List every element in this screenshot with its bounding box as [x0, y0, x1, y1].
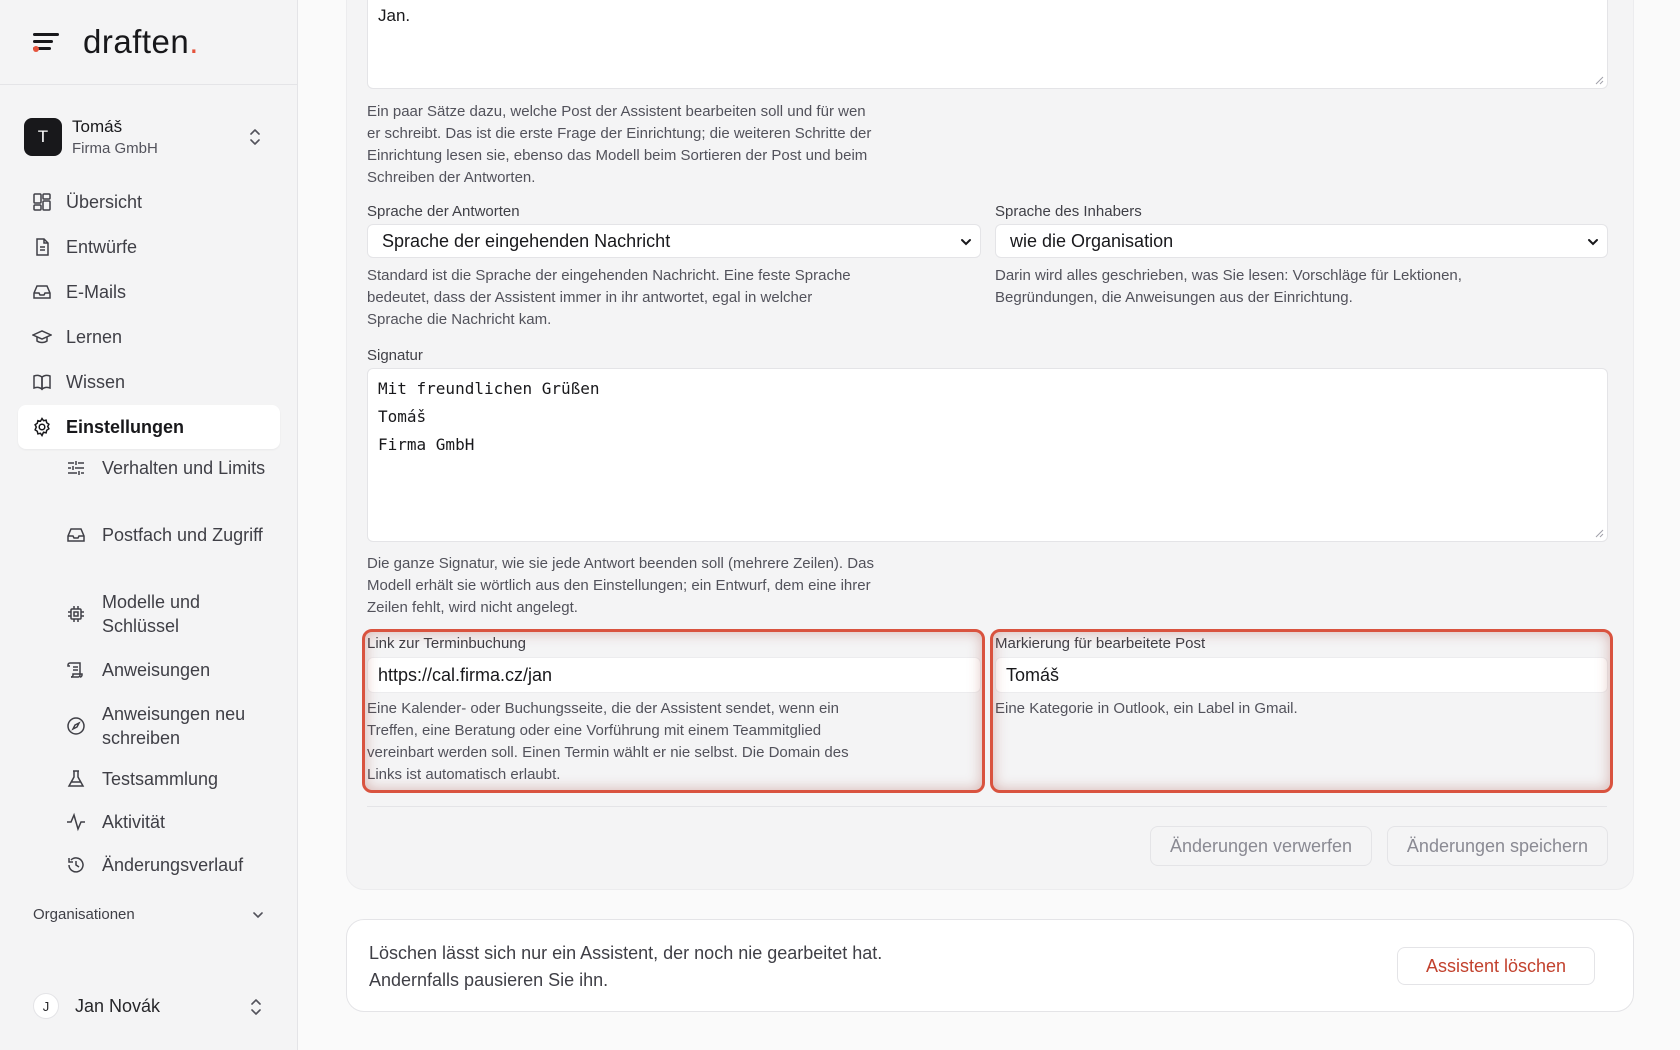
- nav-item-learn[interactable]: [18, 315, 280, 359]
- chevron-down-icon: [251, 908, 265, 922]
- subnav-item-label: Modelle und Schlüssel: [102, 592, 201, 636]
- scroll-icon: [66, 660, 86, 680]
- flask-icon: [66, 769, 86, 789]
- processed-marker-value: Tomáš: [1006, 664, 1060, 685]
- delete-assistant-button[interactable]: Assistent löschen: [1397, 947, 1595, 985]
- owner-language-value: wie die Organisation: [1010, 230, 1174, 251]
- nav-item-label: Einstellungen: [66, 416, 185, 437]
- processed-marker-help: Eine Kategorie in Outlook, ein Label in Gmail.: [995, 700, 1298, 717]
- subnav-item-instructions[interactable]: [66, 658, 276, 682]
- organizations-label: Organisationen: [33, 906, 135, 923]
- booking-link-help: Eine Kalender- oder Buchungsseite, die der Assistent sendet, wenn ein Treffen, eine Beratung oder eine Vorführung mit einem Teammitglied vereinbart werden soll. Einen Termin wählt er nie selbst. Die Domain des Links ist automatisch erlaubt.: [367, 700, 849, 783]
- resize-grip-icon[interactable]: [1595, 76, 1604, 85]
- logo[interactable]: draften.: [83, 23, 199, 60]
- nav-item-label: Wissen: [66, 371, 126, 392]
- subnav-item-label: Aktivität: [102, 812, 166, 832]
- processed-marker-label: Markierung für bearbeitete Post: [995, 635, 1206, 652]
- nav-item-overview[interactable]: [18, 180, 280, 224]
- booking-link-value: https://cal.firma.cz/jan: [378, 664, 553, 685]
- booking-link-input[interactable]: [367, 657, 981, 693]
- divider: [367, 806, 1607, 807]
- chevron-updown-icon: [249, 996, 263, 1018]
- nav-item-emails[interactable]: [18, 270, 280, 314]
- account-switcher[interactable]: [24, 112, 274, 162]
- subnav-item-label: Postfach und Zugriff: [102, 525, 263, 545]
- reply-language-value: Sprache der eingehenden Nachricht: [382, 230, 671, 251]
- description-textarea[interactable]: [367, 0, 1608, 89]
- organizations-section-toggle[interactable]: [33, 906, 265, 923]
- dashboard-icon: [32, 192, 52, 212]
- save-changes-button[interactable]: Änderungen speichern: [1387, 826, 1608, 866]
- subnav-item-label: Anweisungen neu schreiben: [102, 704, 246, 748]
- subnav-item-label: Testsammlung: [102, 769, 219, 789]
- chevron-down-icon: [960, 236, 972, 248]
- subnav-item-label: Änderungsverlauf: [102, 855, 244, 875]
- menu-icon[interactable]: [33, 32, 59, 52]
- history-icon: [66, 855, 86, 875]
- subnav-item-behavior[interactable]: [66, 456, 276, 480]
- book-icon: [32, 372, 52, 392]
- user-avatar: J: [33, 993, 59, 1019]
- brand-header: [0, 0, 297, 85]
- subnav-item-mailbox[interactable]: [66, 523, 276, 547]
- subnav-item-activity[interactable]: [66, 810, 276, 834]
- subnav-item-label: Anweisungen: [102, 660, 211, 680]
- signature-value: Mit freundlichen Grüßen Tomáš Firma GmbH: [378, 379, 600, 454]
- inbox-icon: [32, 282, 52, 302]
- user-menu[interactable]: [33, 993, 265, 1019]
- account-name: Tomáš: [72, 117, 123, 136]
- sliders-icon: [66, 458, 86, 478]
- reply-language-label: Sprache der Antworten: [367, 203, 520, 220]
- signature-textarea[interactable]: [367, 368, 1608, 542]
- resize-grip-icon[interactable]: [1595, 529, 1604, 538]
- nav-item-settings[interactable]: [18, 405, 280, 449]
- discard-changes-button[interactable]: Änderungen verwerfen: [1150, 826, 1372, 866]
- owner-language-help: Darin wird alles geschrieben, was Sie lesen: Vorschläge für Lektionen, Begründungen, die Anweisungen aus der Einrichtung.: [995, 267, 1462, 306]
- signature-label: Signatur: [367, 347, 423, 364]
- chip-icon: [66, 604, 86, 624]
- user-name: Jan Novák: [75, 995, 161, 1016]
- sidebar: [0, 0, 298, 1050]
- document-icon: [32, 237, 52, 257]
- nav-item-label: Übersicht: [66, 191, 143, 212]
- settings-card: [346, 0, 1634, 890]
- nav-item-knowledge[interactable]: [18, 360, 280, 404]
- nav-item-label: Lernen: [66, 326, 123, 347]
- account-avatar: T: [24, 118, 62, 156]
- description-value: Jan.: [378, 6, 411, 25]
- activity-icon: [66, 812, 86, 832]
- subnav-item-rewrite[interactable]: [66, 702, 276, 750]
- processed-marker-input[interactable]: [995, 657, 1608, 693]
- description-help: Ein paar Sätze dazu, welche Post der Assistent bearbeiten soll und für wen er schreibt. Das ist die erste Frage der Einrichtung; die weiteren Schritte der Einrichtung lesen sie, ebenso das Modell beim Sortieren der Post und beim Schreiben der Antworten.: [367, 103, 872, 186]
- subnav-item-models[interactable]: [66, 590, 276, 638]
- signature-help: Die ganze Signatur, wie sie jede Antwort beenden soll (mehrere Zeilen). Das Modell erhält sie wörtlich aus den Einstellungen; ein Entwurf, dem eine ihrer Zeilen fehlt, wird nicht angelegt.: [367, 555, 874, 616]
- nav-item-label: E-Mails: [66, 281, 127, 302]
- subnav-item-history[interactable]: [66, 853, 276, 877]
- chevron-updown-icon: [248, 126, 262, 148]
- owner-language-select[interactable]: [995, 224, 1608, 258]
- compass-icon: [66, 716, 86, 736]
- nav-item-label: Entwürfe: [66, 236, 138, 257]
- reply-language-select[interactable]: [367, 224, 981, 258]
- inbox-icon: [66, 525, 86, 545]
- gear-icon: [32, 417, 52, 437]
- danger-zone-card: [346, 919, 1634, 1012]
- nav-item-drafts[interactable]: [18, 225, 280, 269]
- owner-language-label: Sprache des Inhabers: [995, 203, 1142, 220]
- subnav-item-tests[interactable]: [66, 767, 276, 791]
- danger-text-line2: Andernfalls pausieren Sie ihn.: [369, 970, 609, 990]
- main-content: [298, 0, 1680, 1050]
- main-nav: [18, 180, 280, 450]
- account-org: Firma GmbH: [72, 140, 158, 157]
- danger-text-line1: Löschen lässt sich nur ein Assistent, der noch nie gearbeitet hat.: [369, 943, 883, 963]
- chevron-down-icon: [1587, 236, 1599, 248]
- booking-link-label: Link zur Terminbuchung: [367, 635, 526, 652]
- subnav-item-label: Verhalten und Limits: [102, 458, 266, 478]
- danger-zone-text: [369, 940, 882, 994]
- reply-language-help: Standard ist die Sprache der eingehenden Nachricht. Eine feste Sprache bedeutet, dass der Assistent immer in ihr antwortet, egal in welcher Sprache die Nachricht kam.: [367, 267, 851, 328]
- graduation-cap-icon: [32, 327, 52, 347]
